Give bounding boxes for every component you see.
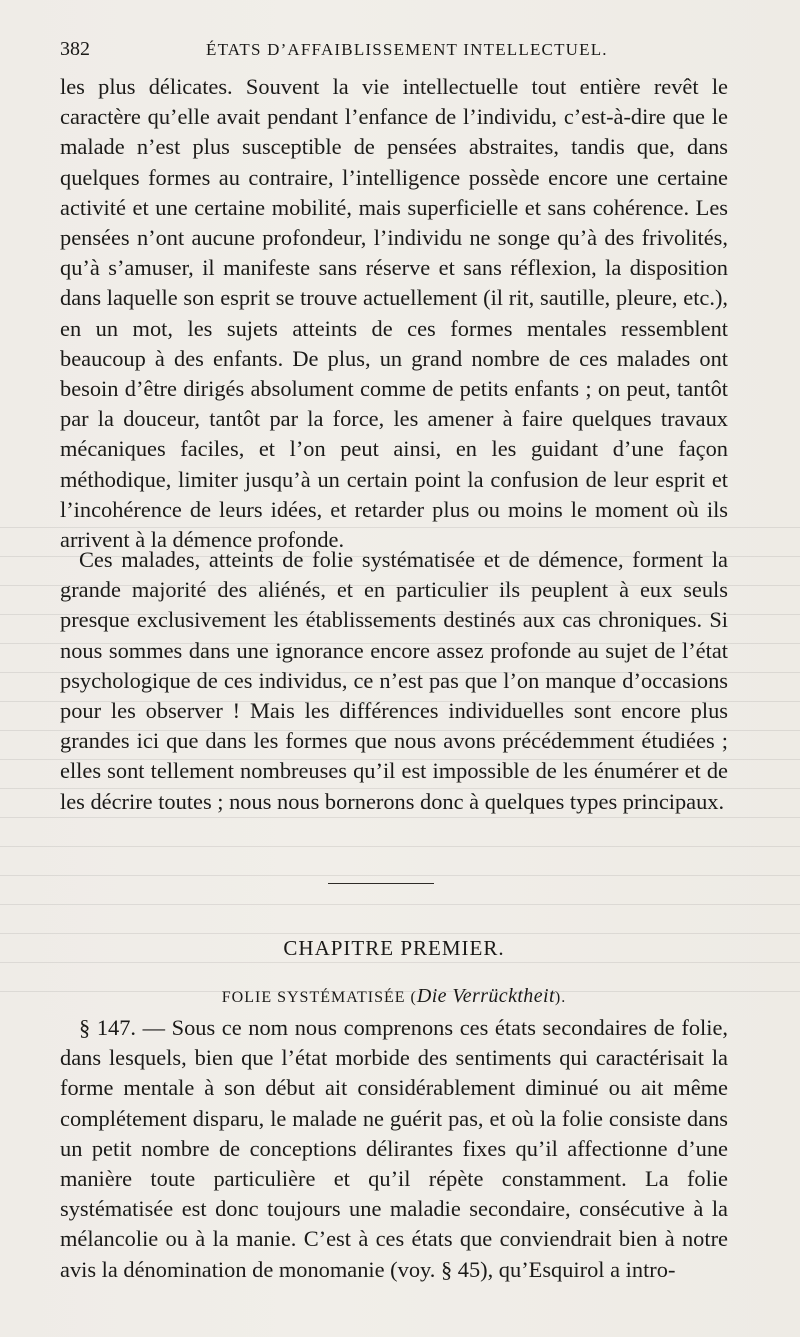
section-title-close-paren: ) <box>554 989 562 1006</box>
body-paragraph-2: Ces malades, atteints de folie systématisée et de démence, forment la grande majorité des aliénés, et en particulier ils peuplent à eux seuls presque exclusivement les établissements destinés aux cas chroniques. Si nous sommes dans une ignorance encore assez profonde au sujet de l’état psychologique de ces individus, ce n’est pas que l’on manque d’occasions pour les observer ! Mais les différences individuelles sont encore plus grandes ici que dans les formes que nous avons précédemment étudiées ; elles sont tellement nombreuses qu’il est impossible de les énumérer et de les décrire toutes ; nous nous bornerons donc à quelques types principaux. <box>60 547 728 814</box>
running-head: ÉTATS D’AFFAIBLISSEMENT INTELLECTUEL. <box>206 40 608 59</box>
section-title-suffix: . <box>561 989 567 1006</box>
section-title-prefix: FOLIE SYSTÉMATISÉE <box>221 989 406 1006</box>
body-paragraph-1-block <box>60 72 728 555</box>
section-title-german: Die Verrücktheit <box>416 985 555 1007</box>
body-paragraph-2-block <box>60 545 728 817</box>
body-paragraph-1: les plus délicates. Souvent la vie intellectuelle tout entière revêt le caractère qu’elle avait pendant l’enfance de l’individu, c’est-à-dire que le malade n’est plus susceptible de pensées abstraites, tandis que, dans quelques formes au contraire, l’intelligence possède encore une certaine activité et une certaine mobilité, mais superficielle et sans cohérence. Les pensées n’ont aucune profondeur, l’individu ne songe qu’à des frivolités, qu’à s’amuser, il manifeste sans réserve et sans réflexion, la disposition dans laquelle son esprit se trouve actuellement (il rit, sautille, pleure, etc.), en un mot, les sujets atteints de ces formes mentales ressemblent beaucoup à des enfants. De plus, un grand nombre de ces malades ont besoin d’être dirigés absolument comme de petits enfants ; on peut, tantôt par la douceur, tantôt par la force, les amener à faire quelques travaux mécaniques faciles, et l’on peut ainsi, en les guidant d’une façon méthodique, limiter jusqu’à un certain point la confusion de leur esprit et l’incohérence de leurs idées, et retarder plus ou moins le moment où ils arrivent à la démence profonde. <box>60 74 728 553</box>
section-rule <box>328 883 434 884</box>
page-number: 382 <box>60 38 90 60</box>
body-paragraph-3: § 147. — Sous ce nom nous comprenons ces états secondaires de folie, dans lesquels, bien que l’état morbide des sentiments qui caractérisait la forme mentale à son début ait considérablement diminué ou ait même complétement disparu, le malade ne guérit pas, et où la folie consiste dans un petit nombre de conceptions délirantes fixes qu’il affectionne d’une manière toute particulière et qu’il répète constamment. La folie systématisée est donc toujours une maladie secondaire, consécutive à la mélancolie ou à la manie. C’est à ces états que conviendrait bien à notre avis la dénomination de monomanie (voy. § 45), qu’Esquirol a intro- <box>60 1015 728 1282</box>
section-subheading <box>60 985 728 1008</box>
page-header <box>60 38 740 68</box>
section-title-open-paren: ( <box>410 989 417 1006</box>
body-paragraph-3-block <box>60 1013 728 1285</box>
chapter-heading: CHAPITRE PREMIER. <box>283 936 505 960</box>
